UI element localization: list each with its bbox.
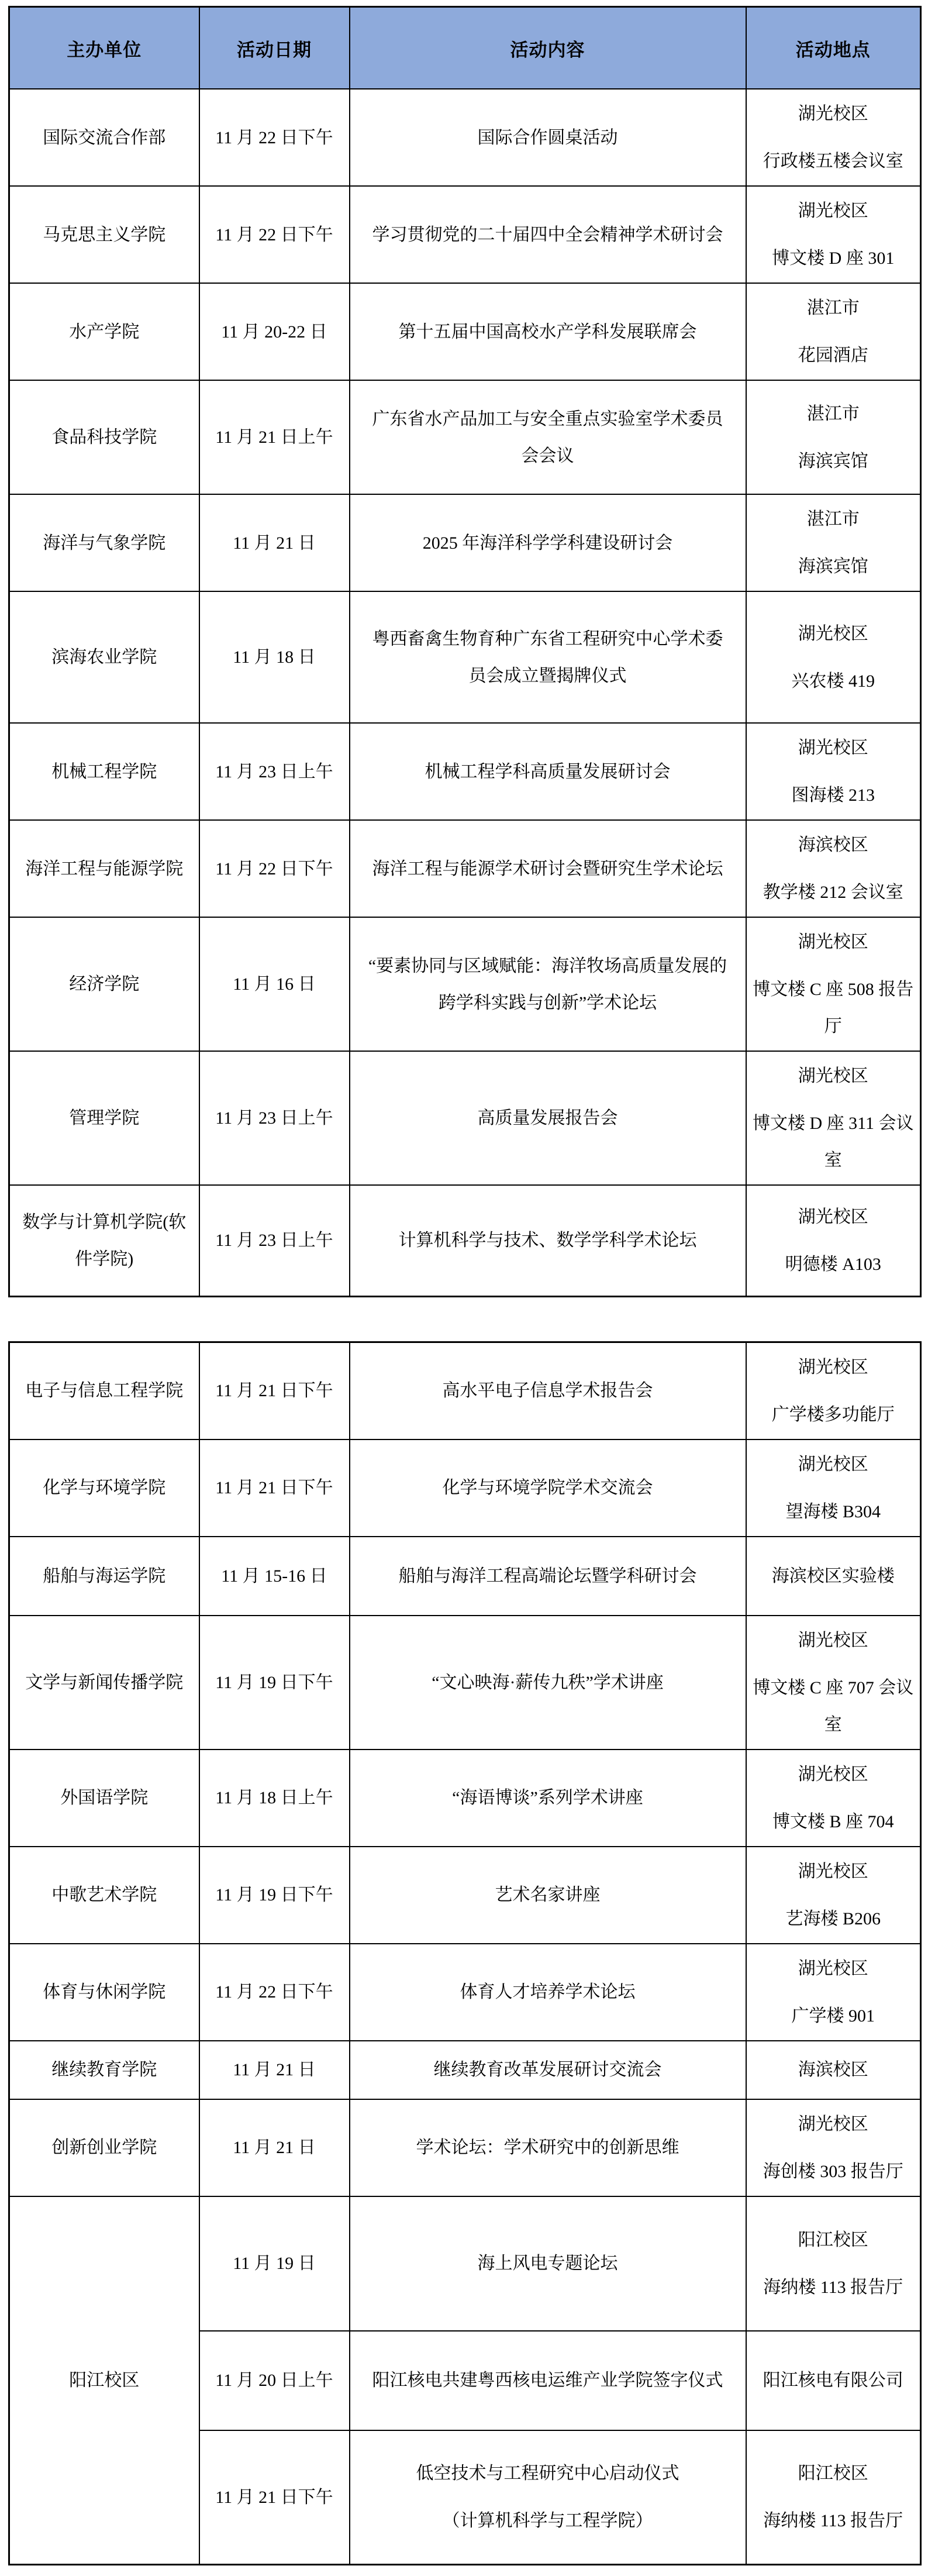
content-cell xyxy=(350,2430,746,2565)
date-cell xyxy=(199,2196,350,2331)
organizer-cell xyxy=(9,723,199,820)
activity-content-line: （计算机科学与工程学院） xyxy=(442,2511,653,2531)
organizer-cell xyxy=(9,1847,199,1944)
table-row xyxy=(9,494,921,591)
content-cell xyxy=(350,1185,746,1296)
date-cell xyxy=(199,2041,350,2099)
schedule-table-2-body xyxy=(9,1342,921,2565)
organizer-cell xyxy=(9,89,199,186)
date-cell xyxy=(199,1616,350,1750)
column-header-location: 活动地点 xyxy=(746,7,921,89)
content-cell xyxy=(350,2196,746,2331)
activity-date: 11 月 19 日下午 xyxy=(215,1672,333,1692)
location-cell xyxy=(746,1342,921,1439)
content-cell xyxy=(350,2331,746,2430)
location-cell xyxy=(746,820,921,917)
location-cell xyxy=(746,1439,921,1537)
organizer-name: 船舶与海运学院 xyxy=(43,1566,166,1586)
activity-location-line: 湛江市 xyxy=(806,298,860,318)
table-row xyxy=(9,1185,921,1296)
activity-location-line: 湖光校区 xyxy=(798,1207,868,1227)
activity-content-line: 粤西畜禽生物育种广东省工程研究中心学术委员会成立暨揭牌仪式 xyxy=(372,629,723,686)
content-cell xyxy=(350,1944,746,2041)
activity-location-line: 博文楼 D 座 311 会议室 xyxy=(752,1114,914,1170)
organizer-cell xyxy=(9,1537,199,1616)
activity-content-line: 机械工程学科高质量发展研讨会 xyxy=(425,762,671,781)
organizer-name: 机械工程学院 xyxy=(51,762,157,781)
content-cell xyxy=(350,283,746,380)
organizer-cell xyxy=(9,2196,199,2565)
activity-location-line: 博文楼 C 座 508 报告厅 xyxy=(753,980,914,1036)
organizer-name: 体育与休闲学院 xyxy=(43,1982,166,2002)
location-cell xyxy=(746,2099,921,2196)
date-cell xyxy=(199,494,350,591)
activity-location-line: 明德楼 A103 xyxy=(785,1254,881,1274)
date-cell xyxy=(199,89,350,186)
activity-date: 11 月 16 日 xyxy=(233,974,316,994)
activity-location-line: 阳江核电有限公司 xyxy=(763,2371,903,2390)
activity-location-line: 湖光校区 xyxy=(798,1454,868,1474)
activity-content-line: 海上风电专题论坛 xyxy=(477,2254,618,2273)
activity-content-line: “海语博谈”系列学术讲座 xyxy=(452,1788,643,1807)
table-row xyxy=(9,723,921,820)
table-row xyxy=(9,186,921,283)
content-cell xyxy=(350,380,746,494)
organizer-name: 化学与环境学院 xyxy=(43,1478,166,1497)
activity-location-line: 海滨校区实验楼 xyxy=(771,1566,895,1586)
activity-content-line: “要素协同与区域赋能：海洋牧场高质量发展的跨学科实践与创新”学术论坛 xyxy=(368,956,727,1013)
date-cell xyxy=(199,917,350,1051)
activity-location-line: 湖光校区 xyxy=(798,2114,868,2134)
activity-date: 11 月 15-16 日 xyxy=(221,1566,327,1586)
date-cell xyxy=(199,1944,350,2041)
organizer-name: 国际交流合作部 xyxy=(43,128,166,147)
date-cell xyxy=(199,380,350,494)
organizer-cell xyxy=(9,1750,199,1847)
activity-location-line: 行政楼五楼会议室 xyxy=(763,151,903,171)
activity-date: 11 月 23 日上午 xyxy=(215,1108,333,1128)
date-cell xyxy=(199,2430,350,2565)
activity-location-line: 海纳楼 113 报告厅 xyxy=(763,2277,903,2297)
activity-location-line: 湖光校区 xyxy=(798,1958,868,1978)
organizer-cell xyxy=(9,1944,199,2041)
date-cell xyxy=(199,1342,350,1439)
content-cell xyxy=(350,820,746,917)
activity-date: 11 月 21 日 xyxy=(233,2060,316,2079)
date-cell xyxy=(199,1847,350,1944)
location-cell xyxy=(746,2430,921,2565)
activity-location-line: 海纳楼 113 报告厅 xyxy=(763,2511,903,2531)
activity-content-line: 第十五届中国高校水产学科发展联席会 xyxy=(398,322,697,342)
activity-date: 11 月 21 日上午 xyxy=(215,428,333,447)
organizer-cell xyxy=(9,1616,199,1750)
location-cell xyxy=(746,89,921,186)
activity-location-line: 海滨校区 xyxy=(798,2060,868,2079)
organizer-cell xyxy=(9,1439,199,1537)
organizer-name: 阳江校区 xyxy=(69,2370,140,2390)
organizer-name: 文学与新闻传播学院 xyxy=(25,1672,184,1692)
organizer-name: 食品科技学院 xyxy=(51,428,157,447)
activity-date: 11 月 21 日下午 xyxy=(215,1381,333,1400)
activity-location-line: 海滨宾馆 xyxy=(798,451,868,471)
organizer-cell xyxy=(9,820,199,917)
activity-date: 11 月 21 日 xyxy=(233,2138,316,2157)
activity-location-line: 广学楼多功能厅 xyxy=(771,1404,895,1424)
content-cell xyxy=(350,186,746,283)
table-row xyxy=(9,1439,921,1537)
location-cell xyxy=(746,591,921,723)
content-cell xyxy=(350,1342,746,1439)
table-row xyxy=(9,1847,921,1944)
organizer-cell xyxy=(9,2041,199,2099)
table-row xyxy=(9,2041,921,2099)
activity-content-line: 阳江核电共建粤西核电运维产业学院签字仪式 xyxy=(372,2371,723,2390)
activity-location-line: 博文楼 C 座 707 会议室 xyxy=(753,1678,914,1734)
table-row xyxy=(9,1616,921,1750)
organizer-name: 继续教育学院 xyxy=(51,2060,157,2079)
table-row xyxy=(9,1051,921,1185)
activity-location-line: 湛江市 xyxy=(806,509,860,529)
location-cell xyxy=(746,2041,921,2099)
activity-location-line: 湖光校区 xyxy=(798,1764,868,1784)
organizer-name: 管理学院 xyxy=(69,1108,140,1128)
activity-content-line: 海洋工程与能源学术研讨会暨研究生学术论坛 xyxy=(372,859,723,879)
table-row xyxy=(9,89,921,186)
activity-location-line: 湖光校区 xyxy=(798,932,868,952)
organizer-name: 中歌艺术学院 xyxy=(51,1885,157,1905)
date-cell xyxy=(199,591,350,723)
activity-location-line: 阳江校区 xyxy=(798,2230,868,2250)
activity-location-line: 教学楼 212 会议室 xyxy=(763,883,903,902)
location-cell xyxy=(746,1616,921,1750)
schedule-table-2 xyxy=(8,1341,922,2566)
activity-content-line: 国际合作圆桌活动 xyxy=(477,128,618,147)
date-cell xyxy=(199,1185,350,1296)
activity-content-line: 高质量发展报告会 xyxy=(477,1108,618,1128)
activity-location-line: 湖光校区 xyxy=(798,1357,868,1377)
content-cell xyxy=(350,494,746,591)
activity-location-line: 望海楼 B304 xyxy=(785,1501,881,1521)
organizer-name: 数学与计算机学院(软件学院) xyxy=(22,1212,187,1269)
date-cell xyxy=(199,820,350,917)
organizer-cell xyxy=(9,917,199,1051)
activity-date: 11 月 20 日上午 xyxy=(215,2371,333,2390)
content-cell xyxy=(350,2099,746,2196)
activity-content-line: 学术论坛：学术研究中的创新思维 xyxy=(416,2138,679,2157)
location-cell xyxy=(746,1750,921,1847)
activity-date: 11 月 22 日下午 xyxy=(215,859,333,879)
date-cell xyxy=(199,1051,350,1185)
activity-date: 11 月 21 日 xyxy=(233,533,316,553)
table-row xyxy=(9,917,921,1051)
table-row xyxy=(9,1750,921,1847)
date-cell xyxy=(199,2331,350,2430)
activity-content-line: 体育人才培养学术论坛 xyxy=(460,1982,636,2002)
organizer-cell xyxy=(9,1342,199,1439)
activity-content-line: 学习贯彻党的二十届四中全会精神学术研讨会 xyxy=(372,225,723,244)
organizer-cell xyxy=(9,186,199,283)
organizer-cell xyxy=(9,283,199,380)
activity-location-line: 海滨宾馆 xyxy=(798,557,868,576)
content-cell xyxy=(350,89,746,186)
activity-location-line: 湖光校区 xyxy=(798,1861,868,1881)
activity-date: 11 月 18 日上午 xyxy=(215,1788,333,1807)
location-cell xyxy=(746,1944,921,2041)
column-header-content: 活动内容 xyxy=(350,7,746,89)
activity-location-line: 广学楼 901 xyxy=(791,2006,875,2026)
date-cell xyxy=(199,1439,350,1537)
organizer-name: 水产学院 xyxy=(69,322,140,342)
organizer-cell xyxy=(9,2099,199,2196)
table-row xyxy=(9,380,921,494)
table-row xyxy=(9,820,921,917)
activity-content-line: 高水平电子信息学术报告会 xyxy=(442,1381,653,1400)
activity-content-line: 低空技术与工程研究中心启动仪式 xyxy=(416,2464,679,2484)
date-cell xyxy=(199,2099,350,2196)
organizer-cell xyxy=(9,380,199,494)
location-cell xyxy=(746,2331,921,2430)
location-cell xyxy=(746,2196,921,2331)
organizer-cell xyxy=(9,1051,199,1185)
activity-content-line: 计算机科学与技术、数学学科学术论坛 xyxy=(398,1231,697,1251)
activity-location-line: 兴农楼 419 xyxy=(791,671,875,691)
activity-location-line: 海创楼 303 报告厅 xyxy=(763,2161,903,2181)
content-cell xyxy=(350,591,746,723)
activity-location-line: 图海楼 213 xyxy=(791,786,875,805)
location-cell xyxy=(746,1051,921,1185)
organizer-name: 海洋工程与能源学院 xyxy=(25,859,184,879)
column-header-date: 活动日期 xyxy=(199,7,350,89)
activity-date: 11 月 19 日 xyxy=(233,2254,316,2273)
activity-location-line: 博文楼 D 座 301 xyxy=(772,249,895,268)
organizer-cell xyxy=(9,494,199,591)
activity-location-line: 湖光校区 xyxy=(798,624,868,643)
activity-location-line: 湛江市 xyxy=(806,404,860,423)
organizer-name: 电子与信息工程学院 xyxy=(25,1381,184,1400)
activity-content-line: 艺术名家讲座 xyxy=(495,1885,601,1905)
activity-location-line: 湖光校区 xyxy=(798,738,868,757)
organizer-name: 马克思主义学院 xyxy=(43,225,166,244)
schedule-table-1-body xyxy=(9,89,921,1296)
location-cell xyxy=(746,1185,921,1296)
activity-location-line: 湖光校区 xyxy=(798,104,868,123)
content-cell xyxy=(350,1439,746,1537)
activity-location-line: 湖光校区 xyxy=(798,1630,868,1650)
activity-content-line: 继续教育改革发展研讨交流会 xyxy=(433,2060,662,2079)
date-cell xyxy=(199,186,350,283)
activity-content-line: 2025 年海洋科学学科建设研讨会 xyxy=(422,533,673,553)
content-cell xyxy=(350,1847,746,1944)
location-cell xyxy=(746,917,921,1051)
header-row xyxy=(9,7,921,89)
activity-location-line: 阳江校区 xyxy=(798,2464,868,2484)
content-cell xyxy=(350,723,746,820)
table-row xyxy=(9,1537,921,1616)
table-row xyxy=(9,591,921,723)
activity-date: 11 月 22 日下午 xyxy=(215,225,333,244)
content-cell xyxy=(350,1616,746,1750)
location-cell xyxy=(746,380,921,494)
organizer-name: 海洋与气象学院 xyxy=(43,533,166,553)
activity-content-line: 广东省水产品加工与安全重点实验室学术委员会会议 xyxy=(372,409,723,466)
activity-date: 11 月 22 日下午 xyxy=(215,1982,333,2002)
location-cell xyxy=(746,283,921,380)
location-cell xyxy=(746,1537,921,1616)
table-row xyxy=(9,2196,921,2331)
organizer-name: 滨海农业学院 xyxy=(51,648,157,667)
location-cell xyxy=(746,1847,921,1944)
table-row xyxy=(9,1342,921,1439)
table-row xyxy=(9,283,921,380)
activity-content-line: 化学与环境学院学术交流会 xyxy=(442,1478,653,1497)
location-cell xyxy=(746,494,921,591)
location-cell xyxy=(746,723,921,820)
content-cell xyxy=(350,1537,746,1616)
content-cell xyxy=(350,1051,746,1185)
column-header-organizer: 主办单位 xyxy=(9,7,199,89)
schedule-table-1 xyxy=(8,6,922,1297)
activity-date: 11 月 22 日下午 xyxy=(215,128,333,147)
content-cell xyxy=(350,917,746,1051)
activity-content-line: 船舶与海洋工程高端论坛暨学科研讨会 xyxy=(398,1566,697,1586)
organizer-cell xyxy=(9,591,199,723)
activity-date: 11 月 21 日下午 xyxy=(215,1478,333,1497)
activity-date: 11 月 19 日下午 xyxy=(215,1885,333,1905)
activity-date: 11 月 23 日上午 xyxy=(215,1231,333,1251)
activity-date: 11 月 20-22 日 xyxy=(221,322,327,342)
date-cell xyxy=(199,1537,350,1616)
organizer-name: 经济学院 xyxy=(69,974,140,994)
table-row xyxy=(9,2099,921,2196)
table-row xyxy=(9,1944,921,2041)
content-cell xyxy=(350,2041,746,2099)
activity-location-line: 艺海楼 B206 xyxy=(785,1909,881,1928)
organizer-name: 创新创业学院 xyxy=(51,2138,157,2157)
date-cell xyxy=(199,283,350,380)
activity-location-line: 博文楼 B 座 704 xyxy=(772,1812,894,1831)
date-cell xyxy=(199,1750,350,1847)
activity-date: 11 月 18 日 xyxy=(233,648,316,667)
location-cell xyxy=(746,186,921,283)
activity-content-line: “文心映海·薪传九秩”学术讲座 xyxy=(432,1672,664,1692)
activity-date: 11 月 23 日上午 xyxy=(215,762,333,781)
organizer-cell xyxy=(9,1185,199,1296)
activity-date: 11 月 21 日下午 xyxy=(215,2487,333,2507)
activity-location-line: 海滨校区 xyxy=(798,835,868,855)
activity-location-line: 花园酒店 xyxy=(798,346,868,365)
organizer-name: 外国语学院 xyxy=(60,1788,149,1807)
content-cell xyxy=(350,1750,746,1847)
activity-location-line: 湖光校区 xyxy=(798,201,868,221)
activity-location-line: 湖光校区 xyxy=(798,1066,868,1086)
date-cell xyxy=(199,723,350,820)
